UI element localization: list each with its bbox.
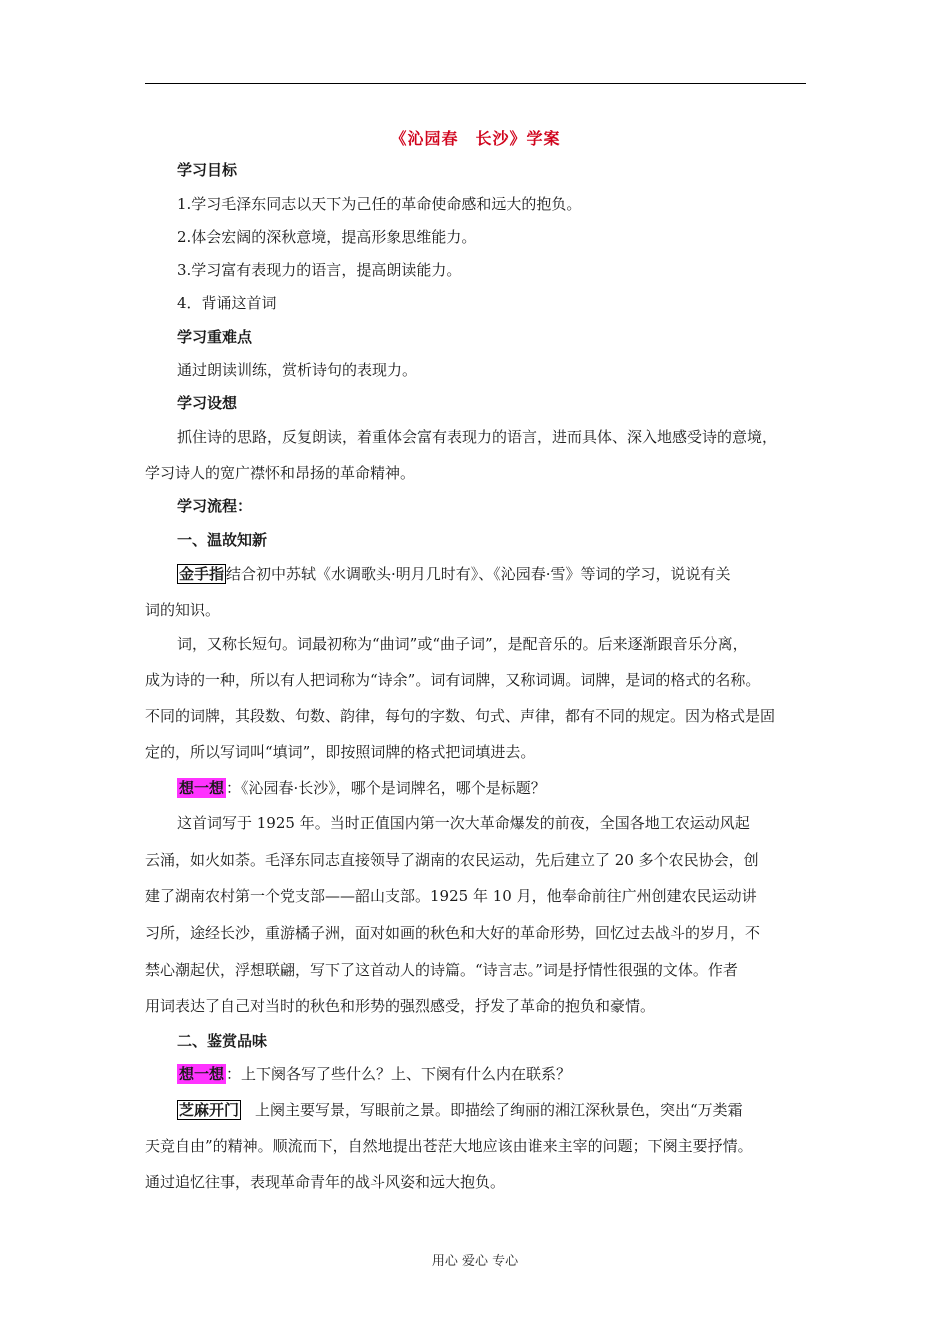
think-tag-2: 想一想 bbox=[179, 1065, 225, 1083]
process-heading: 学习流程： bbox=[177, 497, 253, 515]
think-tag-1: 想一想 bbox=[179, 779, 225, 797]
bg-para-line-1: 这首词写于 1925 年。当时正值国内第一次大革命爆发的前夜，全国各地工农运动风起 bbox=[177, 814, 750, 832]
ci-para-line-4: 定的，所以写词叫“填词”，即按照词牌的格式把词填进去。 bbox=[145, 743, 536, 761]
ci-para-line-2: 成为诗的一种，所以有人把词称为“诗余”。词有词牌，又称词调。词牌，是词的格式的名称。 bbox=[145, 671, 761, 689]
ci-para-line-1: 词，又称长短句。词最初称为“曲词”或“曲子词”，是配音乐的。后来逐渐跟音乐分离， bbox=[177, 635, 748, 653]
bg-para-line-3: 建了湖南农村第一个党支部——韶山支部。1925 年 10 月，他奉命前往广州创建农民运动讲 bbox=[145, 887, 757, 905]
section2-heading: 二、鉴赏品味 bbox=[177, 1032, 268, 1050]
page-footer: 用心 爱心 专心 bbox=[431, 1254, 519, 1269]
goal-item-2: 2.体会宏阔的深秋意境，提高形象思维能力。 bbox=[177, 228, 477, 246]
bg-para-line-5: 禁心潮起伏，浮想联翩，写下了这首动人的诗篇。“诗言志。”词是抒情性很强的文体。作者 bbox=[145, 961, 738, 979]
ideas-heading: 学习设想 bbox=[177, 394, 238, 412]
goal-item-3: 3.学习富有表现力的语言，提高朗读能力。 bbox=[177, 261, 462, 279]
goal-item-1: 1.学习毛泽东同志以天下为己任的革命使命感和远大的抱负。 bbox=[177, 195, 582, 213]
open-sesame-tag: 芝麻开门 bbox=[179, 1101, 240, 1119]
answer-line-1-text: 上阕主要写景，写眼前之景。即描绘了绚丽的湘江深秋景色，突出“万类霜 bbox=[255, 1101, 743, 1119]
think-question-1-text: ：《沁园春·长沙》，哪个是词牌名，哪个是标题？ bbox=[226, 779, 546, 797]
goal-item-4: 4．背诵这首词 bbox=[177, 294, 277, 312]
key-points-heading: 学习重难点 bbox=[177, 328, 253, 346]
bg-para-line-6: 用词表达了自己对当时的秋色和形势的强烈感受，抒发了革命的抱负和豪情。 bbox=[145, 997, 656, 1015]
answer-line-1 bbox=[177, 1100, 743, 1120]
bg-para-line-2: 云涌，如火如荼。毛泽东同志直接领导了湖南的农民运动，先后建立了 20 多个农民协会，创 bbox=[145, 851, 759, 869]
section1-heading: 一、温故知新 bbox=[177, 531, 268, 549]
think-question-2 bbox=[177, 1064, 571, 1084]
goals-heading: 学习目标 bbox=[177, 161, 238, 179]
answer-line-2: 天竞自由”的精神。顺流而下，自然地提出苍茫大地应该由谁来主宰的问题；下阕主要抒情。 bbox=[145, 1137, 753, 1155]
section1-intro-1: 结合初中苏轼《水调歌头·明月几时有》、《沁园春·雪》等词的学习，说说有关 bbox=[226, 565, 731, 583]
gold-finger-tag: 金手指 bbox=[179, 565, 225, 583]
ci-para-line-3: 不同的词牌，其段数、句数、韵律，每句的字数、句式、声律，都有不同的规定。因为格式是固 bbox=[145, 707, 776, 725]
ideas-line-2: 学习诗人的宽广襟怀和昂扬的革命精神。 bbox=[145, 464, 416, 482]
key-points-text: 通过朗读训练，赏析诗句的表现力。 bbox=[177, 361, 418, 379]
section1-intro-line bbox=[177, 564, 731, 584]
answer-line-3: 通过追忆往事，表现革命青年的战斗风姿和远大抱负。 bbox=[145, 1173, 506, 1191]
page-title: 《沁园春 长沙》学案 bbox=[390, 129, 561, 148]
think-question-1 bbox=[177, 778, 546, 798]
think-question-2-text: ：上下阕各写了些什么？上、下阕有什么内在联系？ bbox=[226, 1065, 572, 1083]
section1-intro-2: 词的知识。 bbox=[145, 601, 221, 619]
header-rule bbox=[145, 83, 806, 84]
ideas-line-1: 抓住诗的思路，反复朗读，着重体会富有表现力的语言，进而具体、深入地感受诗的意境， bbox=[177, 428, 778, 446]
bg-para-line-4: 习所，途经长沙，重游橘子洲，面对如画的秋色和大好的革命形势，回忆过去战斗的岁月，不 bbox=[145, 924, 761, 942]
